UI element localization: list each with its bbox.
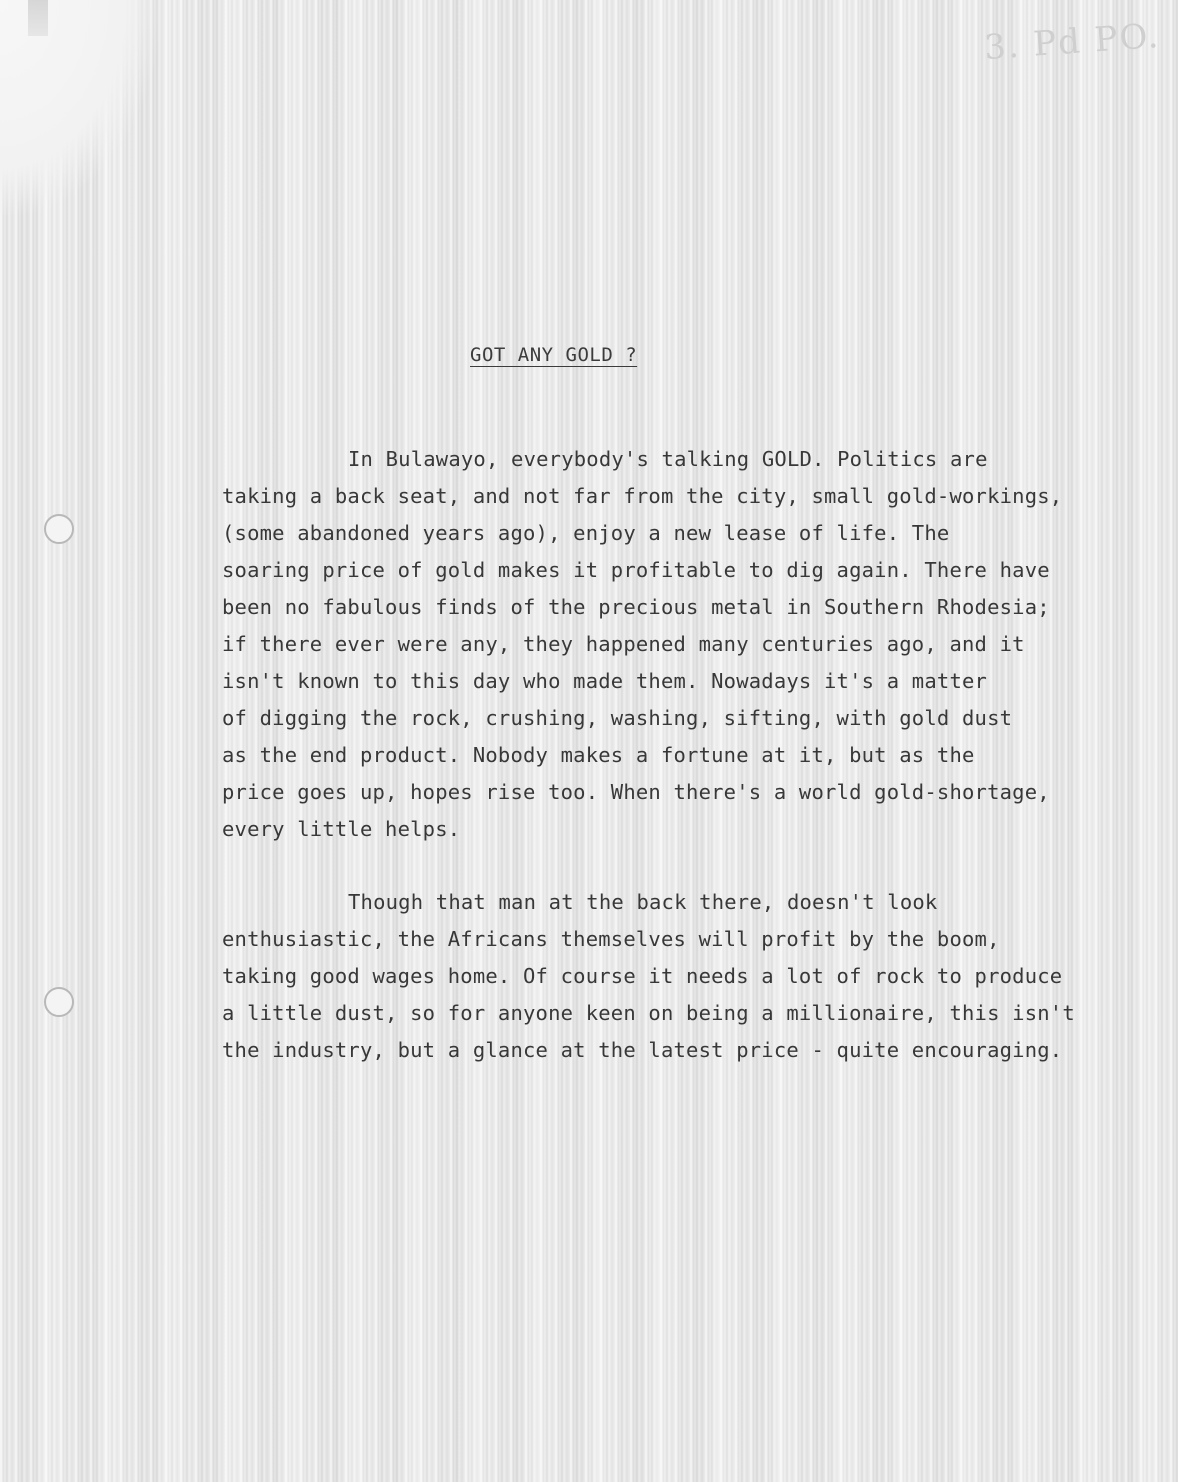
text-line: a little dust, so for anyone keen on being a millionaire, this isn't bbox=[222, 1001, 1075, 1025]
punch-hole-icon bbox=[44, 514, 74, 544]
document-title: GOT ANY GOLD ? bbox=[470, 344, 638, 366]
text-line: In Bulawayo, everybody's talking GOLD. Politics are bbox=[348, 447, 988, 471]
text-line: isn't known to this day who made them. Nowadays it's a matter bbox=[222, 669, 988, 693]
text-line: Though that man at the back there, doesn't look bbox=[348, 890, 938, 914]
text-line: soaring price of gold makes it profitable to dig again. There have bbox=[222, 558, 1050, 582]
page-edge-mark bbox=[28, 0, 48, 36]
text-line: price goes up, hopes rise too. When there's a world gold-shortage, bbox=[222, 780, 1050, 804]
text-line: (some abandoned years ago), enjoy a new lease of life. The bbox=[222, 521, 950, 545]
paragraph-2 bbox=[222, 887, 1082, 1072]
text-line: been no fabulous finds of the precious metal in Southern Rhodesia; bbox=[222, 595, 1050, 619]
handwritten-reference-mark: 3. Pd PO. bbox=[982, 15, 1162, 69]
text-line: taking a back seat, and not far from the city, small gold-workings, bbox=[222, 484, 1063, 508]
text-line: of digging the rock, crushing, washing, sifting, with gold dust bbox=[222, 706, 1013, 730]
text-line: as the end product. Nobody makes a fortune at it, but as the bbox=[222, 743, 975, 767]
text-line: every little helps. bbox=[222, 817, 461, 841]
torn-page-corner bbox=[0, 0, 160, 215]
punch-hole-icon bbox=[44, 987, 74, 1017]
text-line: taking good wages home. Of course it needs a lot of rock to produce bbox=[222, 964, 1063, 988]
text-line: the industry, but a glance at the latest price - quite encouraging. bbox=[222, 1038, 1063, 1062]
paragraph-1 bbox=[222, 444, 1082, 851]
text-line: enthusiastic, the Africans themselves will profit by the boom, bbox=[222, 927, 1000, 951]
text-line: if there ever were any, they happened many centuries ago, and it bbox=[222, 632, 1025, 656]
